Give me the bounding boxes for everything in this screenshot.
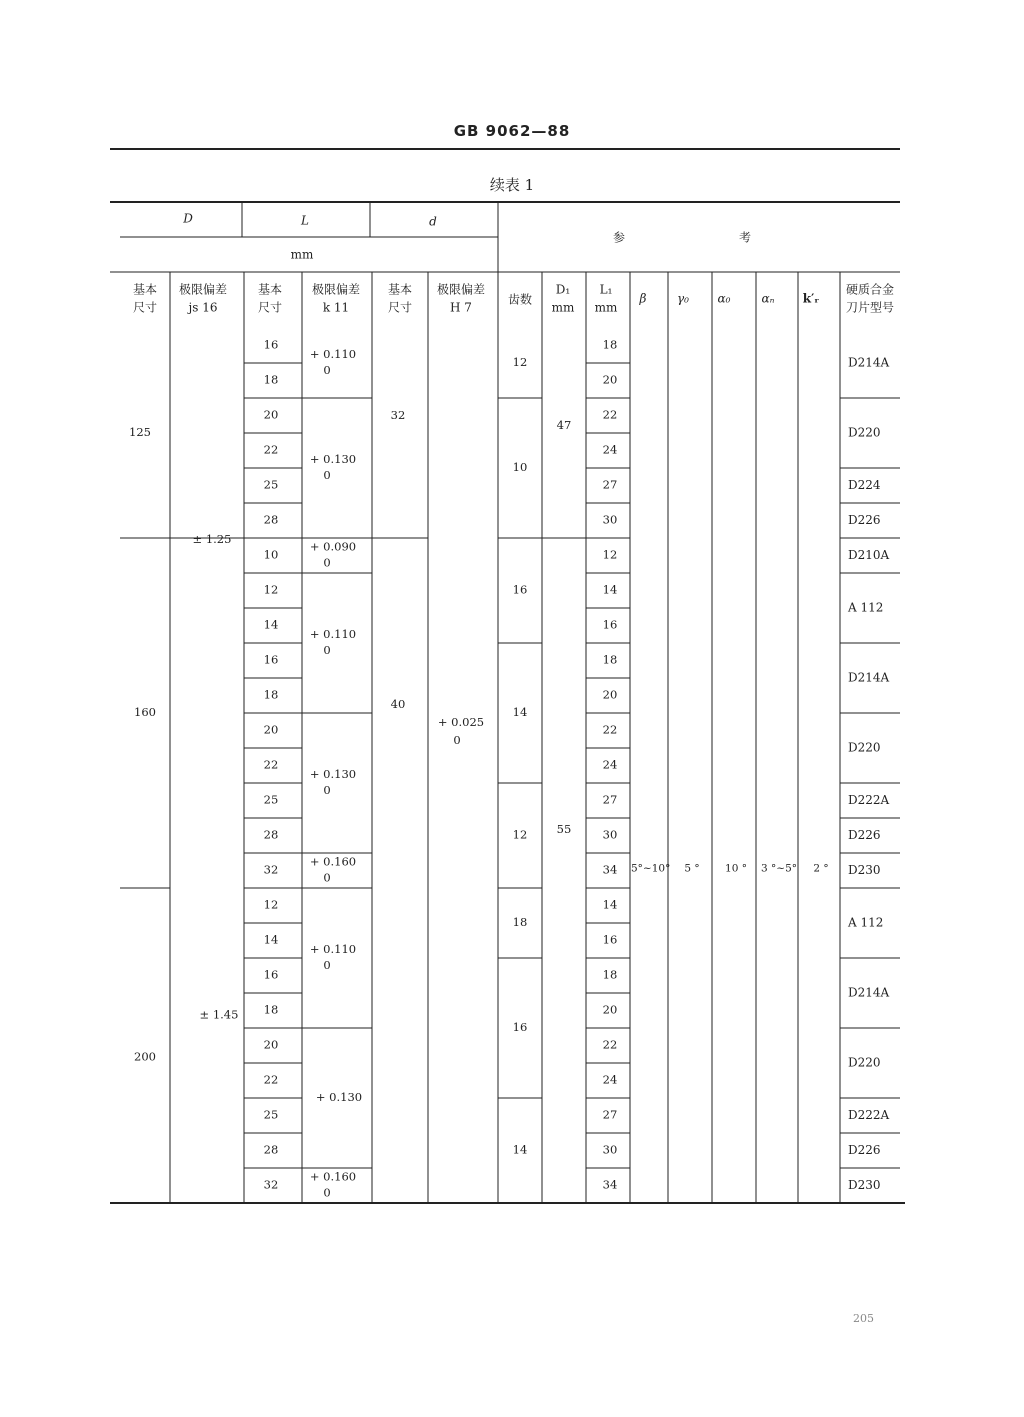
k11-deviation: + 0.130	[309, 767, 357, 781]
tooth-count: 16	[512, 1020, 528, 1034]
header-limit-deviation: k 11	[322, 300, 350, 315]
page-number: 205	[853, 1312, 874, 1325]
k11-deviation: + 0.130	[309, 452, 357, 466]
insert-model: D214A	[848, 985, 890, 1000]
alphan-angle: 3 °~5°	[761, 862, 797, 875]
k11-deviation: 0	[323, 1185, 331, 1200]
header-limit-deviation: 极限偏差	[436, 282, 486, 297]
insert-model: D210A	[848, 548, 890, 562]
header-basic-size: 尺寸	[257, 300, 283, 315]
L1-value: 18	[602, 652, 618, 667]
header-limit-deviation: H 7	[450, 300, 472, 315]
insert-model: D214A	[848, 670, 890, 685]
insert-model: D226	[848, 828, 881, 842]
L1-value: 22	[602, 1037, 618, 1052]
L-basic-size: 18	[263, 1002, 279, 1017]
k11-deviation: 0	[323, 468, 331, 482]
L1-value: 18	[602, 337, 618, 352]
D1-value: 55	[556, 822, 572, 836]
D-basic-size: 125	[129, 425, 151, 439]
header-L1: mm	[594, 300, 618, 315]
js16-deviation: ± 1.25	[192, 532, 232, 546]
L1-value: 30	[602, 512, 618, 527]
k11-deviation: + 0.110	[309, 942, 357, 956]
insert-model: D226	[848, 1143, 881, 1157]
L-basic-size: 14	[263, 932, 279, 947]
tooth-count: 16	[512, 582, 528, 597]
tooth-count: 14	[512, 705, 528, 719]
header-basic-size: 尺寸	[387, 300, 413, 315]
header-d: d	[429, 214, 437, 229]
L1-value: 22	[602, 407, 618, 422]
header-reference: 考	[738, 230, 752, 245]
document-code: GB 9062—88	[453, 122, 571, 140]
header-teeth: 齿数	[507, 292, 533, 307]
header-limit-deviation: 极限偏差	[311, 282, 361, 297]
d-basic-size: 32	[390, 408, 406, 422]
header-alpha0: α₀	[717, 291, 731, 306]
header-D1: mm	[551, 300, 575, 315]
L-basic-size: 25	[263, 1107, 279, 1122]
L1-value: 14	[602, 582, 618, 597]
header-kr: k′ᵣ	[802, 291, 820, 306]
L-basic-size: 22	[263, 442, 279, 457]
insert-model: D222A	[848, 793, 890, 807]
header-beta: β	[639, 291, 647, 306]
L1-value: 34	[602, 862, 618, 877]
L-basic-size: 12	[263, 582, 279, 597]
header-limit-deviation: 极限偏差	[178, 282, 228, 297]
header-basic-size: 基本	[257, 282, 283, 297]
js16-deviation: ± 1.45	[199, 1007, 239, 1022]
L-basic-size: 20	[263, 722, 279, 737]
header-alphan: αₙ	[761, 291, 775, 306]
k11-deviation: 0	[323, 783, 331, 797]
L-basic-size: 22	[263, 1072, 279, 1087]
k11-deviation: 0	[323, 643, 331, 657]
L1-value: 27	[602, 477, 618, 492]
L-basic-size: 18	[263, 372, 279, 387]
L1-value: 14	[602, 897, 618, 912]
k11-deviation: + 0.160	[309, 1169, 357, 1184]
L-basic-size: 28	[263, 827, 279, 842]
insert-model: D214A	[848, 355, 890, 370]
header-D1: D₁	[555, 282, 571, 297]
L-basic-size: 14	[263, 617, 279, 632]
header-L: L	[301, 213, 309, 228]
k11-deviation: 0	[323, 870, 331, 885]
beta-angle: 5°~10°	[631, 862, 671, 875]
L-basic-size: 12	[263, 897, 279, 912]
L1-value: 30	[602, 827, 618, 842]
D-basic-size: 160	[134, 705, 156, 719]
L1-value: 24	[602, 1072, 618, 1087]
L-basic-size: 20	[263, 407, 279, 422]
header-basic-size: 基本	[387, 282, 413, 297]
L1-value: 27	[602, 792, 618, 807]
H7-deviation: + 0.025	[437, 715, 485, 729]
k11-deviation: + 0.090	[309, 539, 357, 554]
insert-model: D230	[848, 863, 881, 877]
tooth-count: 18	[512, 915, 528, 929]
tooth-count: 12	[512, 827, 528, 842]
L-basic-size: 25	[263, 477, 279, 492]
D1-value: 47	[556, 418, 572, 432]
tooth-count: 14	[512, 1142, 528, 1157]
header-mm: mm	[290, 247, 314, 262]
d-basic-size: 40	[390, 697, 406, 711]
insert-model: A 112	[848, 600, 884, 615]
insert-model: A 112	[848, 915, 884, 930]
L-basic-size: 25	[263, 792, 279, 807]
D-basic-size: 200	[134, 1049, 156, 1064]
tooth-count: 10	[512, 460, 528, 474]
gamma0-angle: 5 °	[684, 862, 700, 875]
L1-value: 16	[602, 932, 618, 947]
L-basic-size: 10	[263, 547, 279, 562]
L-basic-size: 32	[263, 1177, 279, 1192]
L-basic-size: 16	[263, 337, 279, 352]
H7-deviation: 0	[453, 733, 461, 747]
L1-value: 24	[602, 442, 618, 457]
insert-model: D226	[848, 513, 881, 527]
insert-model: D220	[848, 740, 881, 755]
L-basic-size: 18	[263, 687, 279, 702]
k11-deviation: + 0.110	[309, 627, 357, 641]
L1-value: 30	[602, 1142, 618, 1157]
L-basic-size: 28	[263, 1142, 279, 1157]
L1-value: 16	[602, 617, 618, 632]
L1-value: 20	[602, 1002, 618, 1017]
L-basic-size: 32	[263, 862, 279, 877]
header-basic-size: 基本	[132, 282, 158, 297]
table-caption: 续表 1	[489, 176, 535, 194]
insert-model: D224	[848, 478, 881, 492]
k11-deviation: + 0.110	[309, 347, 357, 361]
L-basic-size: 28	[263, 512, 279, 527]
L1-value: 20	[602, 372, 618, 387]
table-grid	[110, 202, 905, 1203]
k11-deviation: 0	[323, 555, 331, 570]
header-basic-size: 尺寸	[132, 300, 158, 315]
kr-angle: 2 °	[813, 862, 829, 875]
header-L1: L₁	[599, 282, 613, 297]
L-basic-size: 16	[263, 967, 279, 982]
header-D: D	[183, 211, 193, 226]
insert-model: D230	[848, 1178, 881, 1192]
L-basic-size: 20	[263, 1037, 279, 1052]
L-basic-size: 22	[263, 757, 279, 772]
header-limit-deviation: js 16	[188, 300, 218, 315]
k11-deviation: + 0.130	[315, 1090, 363, 1104]
L-basic-size: 16	[263, 652, 279, 667]
insert-model: D222A	[848, 1108, 890, 1122]
L1-value: 18	[602, 967, 618, 982]
insert-model: D220	[848, 425, 881, 440]
L1-value: 12	[602, 547, 618, 562]
L1-value: 22	[602, 722, 618, 737]
L1-value: 27	[602, 1107, 618, 1122]
k11-deviation: 0	[323, 958, 331, 972]
L1-value: 24	[602, 757, 618, 772]
L1-value: 34	[602, 1177, 618, 1192]
insert-model: D220	[848, 1055, 881, 1070]
alpha0-angle: 10 °	[725, 862, 747, 875]
header-insert-model: 刀片型号	[845, 300, 895, 315]
header-reference: 参	[612, 230, 626, 245]
k11-deviation: 0	[323, 363, 331, 377]
L1-value: 20	[602, 687, 618, 702]
header-gamma0: γ₀	[677, 291, 689, 306]
tooth-count: 12	[512, 355, 528, 369]
k11-deviation: + 0.160	[309, 854, 357, 869]
header-insert-model: 硬质合金	[845, 282, 895, 297]
